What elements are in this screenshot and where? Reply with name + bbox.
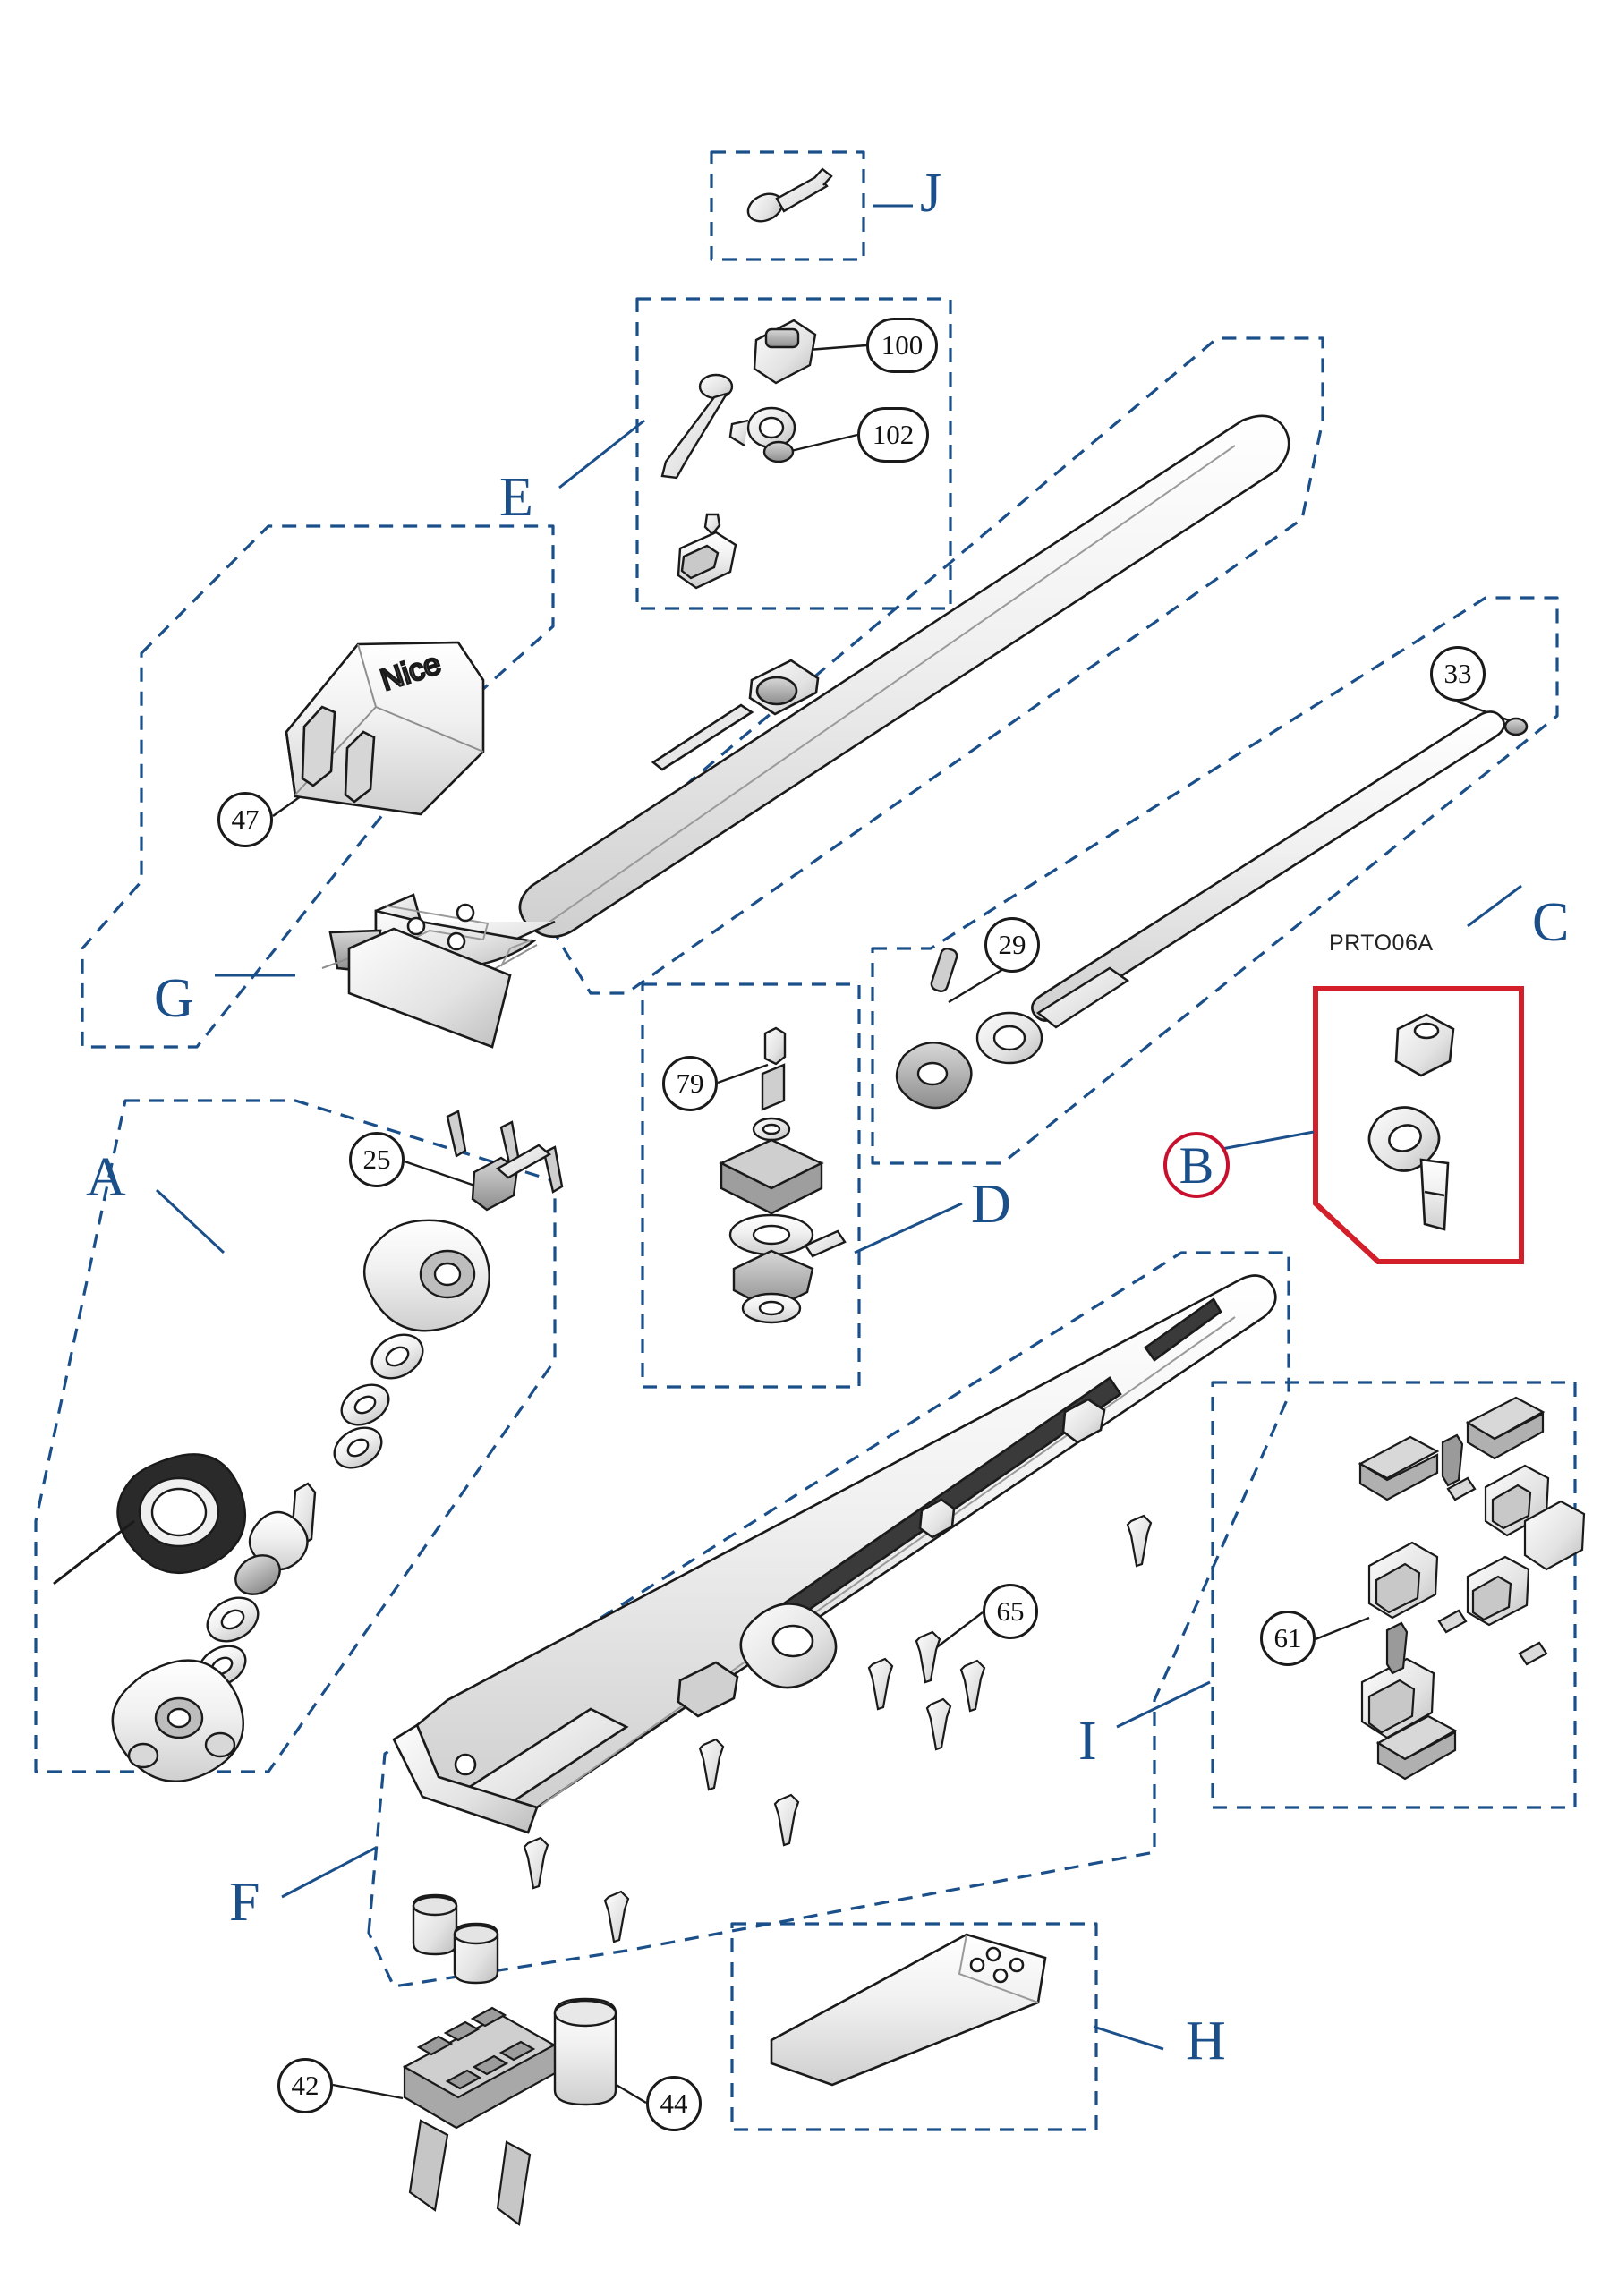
- part-g-nice-cover: [286, 642, 483, 814]
- group-label-g: G: [154, 968, 194, 1029]
- part-code-prto06a: PRTO06A: [1329, 931, 1434, 956]
- balloon-33: 33: [1430, 646, 1486, 702]
- balloon-79: 79: [662, 1056, 718, 1111]
- part-h-bracket: [771, 1935, 1045, 2085]
- group-label-e: E: [499, 467, 533, 528]
- balloon-47: 47: [217, 792, 273, 847]
- group-label-f: F: [229, 1872, 260, 1933]
- part-42-terminal-block: [404, 2008, 557, 2224]
- group-label-b: B: [1163, 1132, 1230, 1198]
- part-b-key: [1369, 1015, 1453, 1229]
- balloon-65: 65: [983, 1584, 1038, 1639]
- balloon-102: 102: [857, 407, 929, 463]
- group-label-c: C: [1532, 892, 1570, 953]
- part-d-gearstack: [721, 1028, 845, 1322]
- part-f-bushings: [413, 1895, 498, 1983]
- group-boundaries: [36, 152, 1575, 2130]
- balloon-44: 44: [646, 2076, 702, 2131]
- balloon-25: 25: [349, 1132, 404, 1187]
- group-label-d: D: [971, 1174, 1011, 1235]
- group-label-i: I: [1078, 1711, 1097, 1772]
- group-label-j: J: [920, 163, 942, 224]
- part-i-hardware-kit: [1360, 1398, 1584, 1779]
- part-e-assembly: [662, 320, 815, 588]
- group-label-a: A: [86, 1147, 126, 1208]
- part-j-key: [744, 169, 831, 226]
- part-44-capacitor: [555, 1999, 616, 2105]
- balloon-61: 61: [1260, 1611, 1316, 1666]
- balloon-100: 100: [866, 318, 938, 373]
- group-label-h: H: [1186, 2011, 1226, 2071]
- balloon-42: 42: [277, 2058, 333, 2113]
- balloon-29: 29: [984, 917, 1040, 973]
- svg-text:Nice: Nice: [376, 646, 446, 698]
